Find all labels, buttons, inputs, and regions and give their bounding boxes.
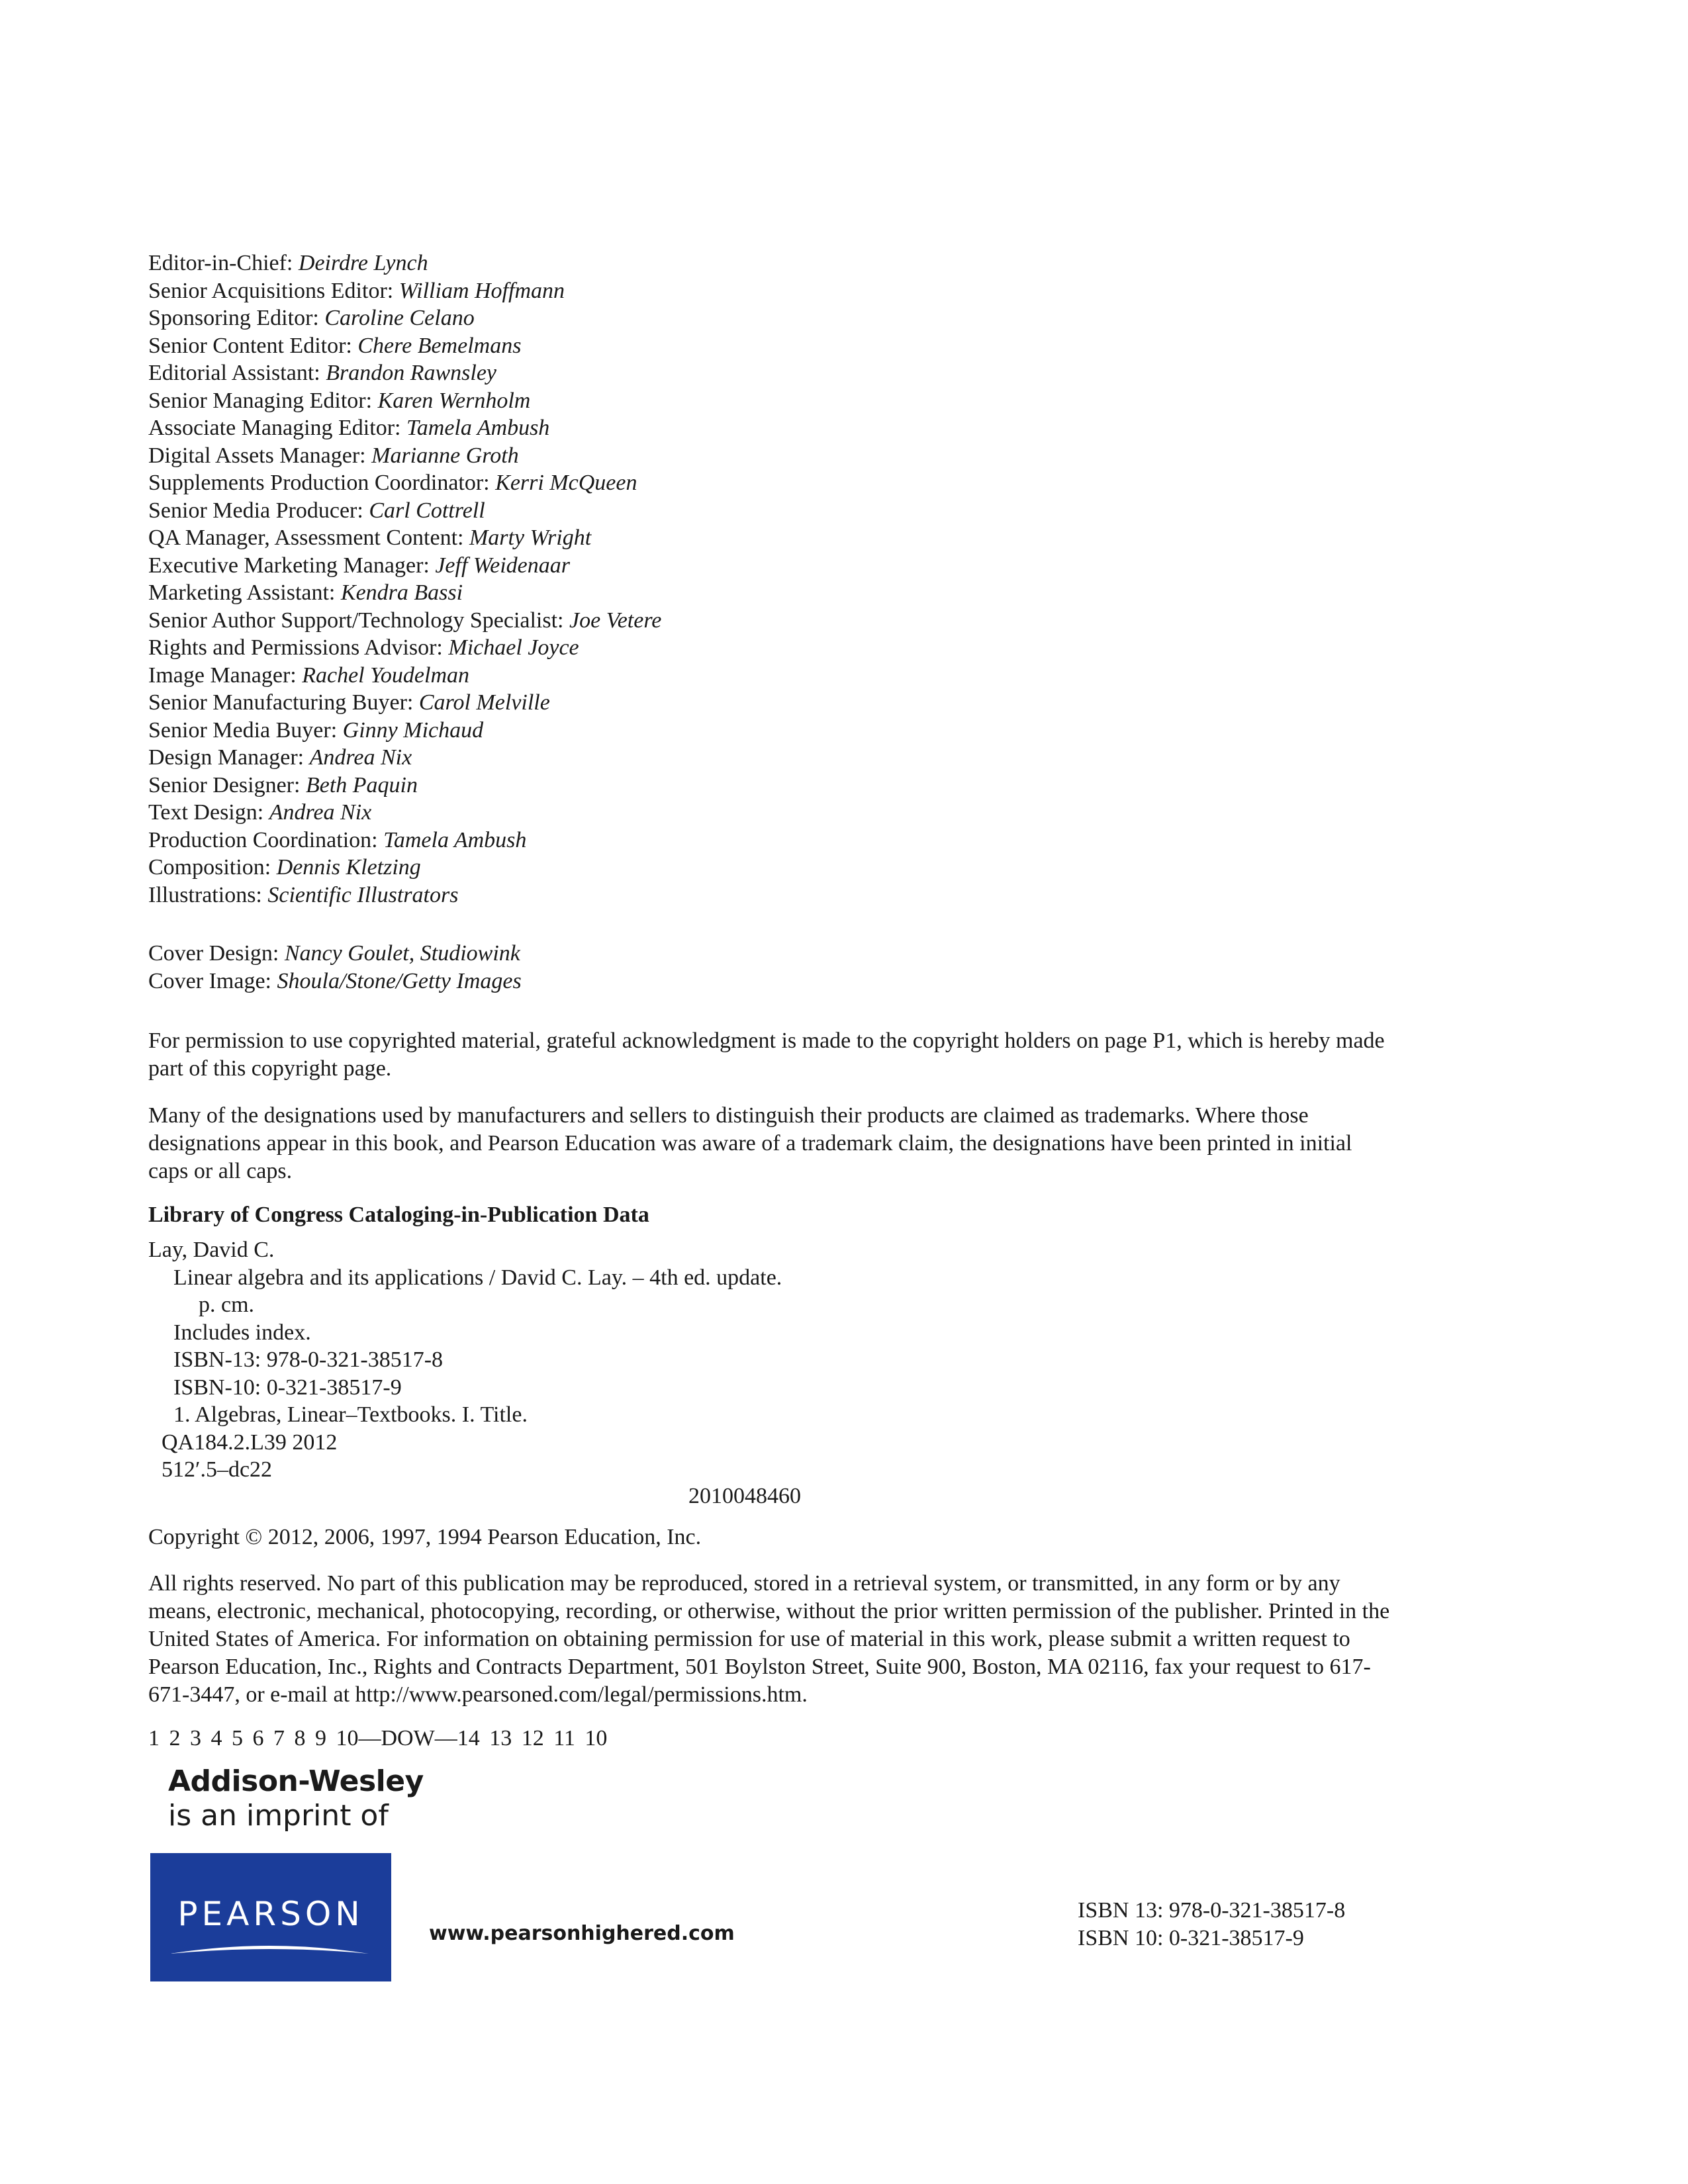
credit-role: Rights and Permissions Advisor: [148,635,443,660]
lcc-dewey: 512′.5–dc22 [162,1457,273,1482]
credit-name: Karen Wernholm [377,388,531,413]
credit-name: Marianne Groth [371,443,519,468]
credit-name: Rachel Youdelman [302,662,470,688]
credit-line [148,968,1406,995]
imprint-brand: Addison-Wesley [168,1764,424,1798]
credit-line [148,634,1406,662]
rights-paragraph: All rights reserved. No part of this publication may be reproduced, stored in a retrieval system, or transmitted, in any form or by any means, electronic, mechanical, photocopying, recording, or otherwise, without the prior written permission of the publisher. Printed in the United States of America. For information on obtaining permission for use of material in this work, please submit a written request to Pearson Education, Inc., Rights and Contracts Department, 501 Boylston Street, Suite 900, Boston, MA 02116, fax your request to 617-671-3447, or e-mail at http://www.pearsoned.com/legal/permissions.htm. [148,1571,1390,1707]
lcc-author: Lay, David C. [148,1238,275,1262]
credit-role: Sponsoring Editor: [148,306,319,330]
credit-line [148,524,1406,552]
credit-role: Cover Image: [148,968,271,993]
credit-name: Beth Paquin [305,772,418,797]
pearson-logo-text: PEARSON [177,1895,364,1933]
credit-name: Ginny Michaud [342,717,484,743]
printing-line: 1 2 3 4 5 6 7 8 9 10—DOW—14 13 12 11 10 [148,1726,608,1751]
credit-line [148,552,1406,580]
credit-name: Michael Joyce [448,635,579,660]
credit-name: Carl Cottrell [369,498,485,523]
credit-name: Tamela Ambush [383,827,527,852]
lcc-isbn13: ISBN-13: 978-0-321-38517-8 [173,1347,444,1372]
credit-name: Nancy Goulet, Studiowink [284,941,520,966]
credit-line [148,332,1406,360]
credit-name: Chere Bemelmans [357,333,522,358]
credit-line [148,827,1406,854]
credit-name: Joe Vetere [569,608,662,633]
credit-role: Associate Managing Editor: [148,416,401,440]
credit-name: Kendra Bassi [340,580,463,605]
credit-role: Senior Author Support/Technology Specialist: [148,608,564,633]
credit-name: Jeff Weidenaar [435,553,570,578]
credit-line [148,387,1406,415]
credit-role: Marketing Assistant: [148,580,336,605]
imprint-statement [168,1764,424,1833]
credit-name: Andrea Nix [269,800,372,825]
credit-role: Design Manager: [148,745,305,770]
credit-role: Senior Managing Editor: [148,388,373,413]
credit-name: Tamela Ambush [406,416,550,440]
credit-role: Illustrations: [148,882,262,907]
website-url[interactable]: www.pearsonhighered.com [429,1922,735,1945]
credit-line [148,442,1406,470]
credit-line [148,717,1406,745]
lcc-subjects: 1. Algebras, Linear–Textbooks. I. Title. [173,1402,528,1427]
credit-role: Executive Marketing Manager: [148,553,430,578]
credit-line [148,497,1406,525]
credit-line [148,772,1406,799]
credit-name: Marty Wright [469,525,592,550]
credit-line [148,689,1406,717]
credit-role: Supplements Production Coordinator: [148,471,490,495]
lcc-title: Linear algebra and its applications / David C. Lay. – 4th ed. update. [173,1265,782,1290]
credit-role: Production Coordination: [148,827,378,852]
credit-line [148,940,1406,968]
isbn-footer [1078,1897,1345,1952]
isbn10-footer: ISBN 10: 0-321-38517-9 [1078,1926,1304,1950]
credit-name: Scientific Illustrators [267,882,459,907]
credit-line [148,469,1406,497]
credit-line [148,414,1406,442]
pearson-logo-icon [150,1853,391,1981]
isbn13-footer: ISBN 13: 978-0-321-38517-8 [1078,1898,1346,1923]
credit-line [148,854,1406,882]
staff-credits [148,250,1406,909]
lcc-record [148,1236,1075,1484]
credit-role: Image Manager: [148,662,297,688]
credit-role: Senior Media Producer: [148,498,363,523]
lcc-index-note: Includes index. [173,1320,311,1345]
credit-name: Brandon Rawnsley [326,361,497,385]
imprint-subtitle: is an imprint of [168,1799,389,1833]
cover-credits [148,940,1406,995]
trademark-paragraph: Many of the designations used by manufacturers and sellers to distinguish their products are claimed as trademarks. Where those designations appear in this book, and Pearson Education was aware of a trademark claim, the designations have been printed in initial caps or all caps. [148,1103,1352,1183]
lcc-heading: Library of Congress Cataloging-in-Publication Data [148,1203,649,1227]
credit-line [148,359,1406,387]
credit-line [148,607,1406,635]
credit-role: Senior Media Buyer: [148,717,338,743]
credit-name: Andrea Nix [309,745,412,770]
credit-name: William Hoffmann [399,278,565,303]
copyright-line: Copyright © 2012, 2006, 1997, 1994 Pearson Education, Inc. [148,1525,702,1549]
credit-name: Caroline Celano [324,306,475,330]
credit-line [148,579,1406,607]
lccn: 2010048460 [688,1484,801,1508]
credit-role: Digital Assets Manager: [148,443,366,468]
credit-role: Senior Designer: [148,772,301,797]
credit-role: Editorial Assistant: [148,361,320,385]
credit-line [148,799,1406,827]
credit-line [148,882,1406,909]
pearson-swoosh-icon [170,1939,369,1959]
credit-role: QA Manager, Assessment Content: [148,525,464,550]
permission-paragraph: For permission to use copyrighted material, grateful acknowledgment is made to the copyright holders on page P1, which is hereby made part of this copyright page. [148,1028,1385,1081]
credit-role: Cover Design: [148,941,279,966]
credit-role: Senior Manufacturing Buyer: [148,690,414,715]
credit-role: Senior Acquisitions Editor: [148,278,394,303]
credit-line [148,304,1406,332]
credit-name: Kerri McQueen [495,471,637,495]
credit-name: Dennis Kletzing [276,855,421,880]
credit-line [148,250,1406,277]
credit-role: Editor-in-Chief: [148,251,293,275]
lcc-pages: p. cm. [199,1293,255,1317]
lcc-isbn10: ISBN-10: 0-321-38517-9 [173,1375,402,1400]
credit-line [148,744,1406,772]
credit-name: Carol Melville [418,690,550,715]
credit-name: Deirdre Lynch [298,251,428,275]
credit-role: Senior Content Editor: [148,333,352,358]
credit-line [148,662,1406,690]
credit-role: Composition: [148,855,271,880]
lcc-call-number: QA184.2.L39 2012 [162,1430,338,1455]
credit-line [148,277,1406,305]
credit-name: Shoula/Stone/Getty Images [277,968,522,993]
credit-role: Text Design: [148,800,264,825]
